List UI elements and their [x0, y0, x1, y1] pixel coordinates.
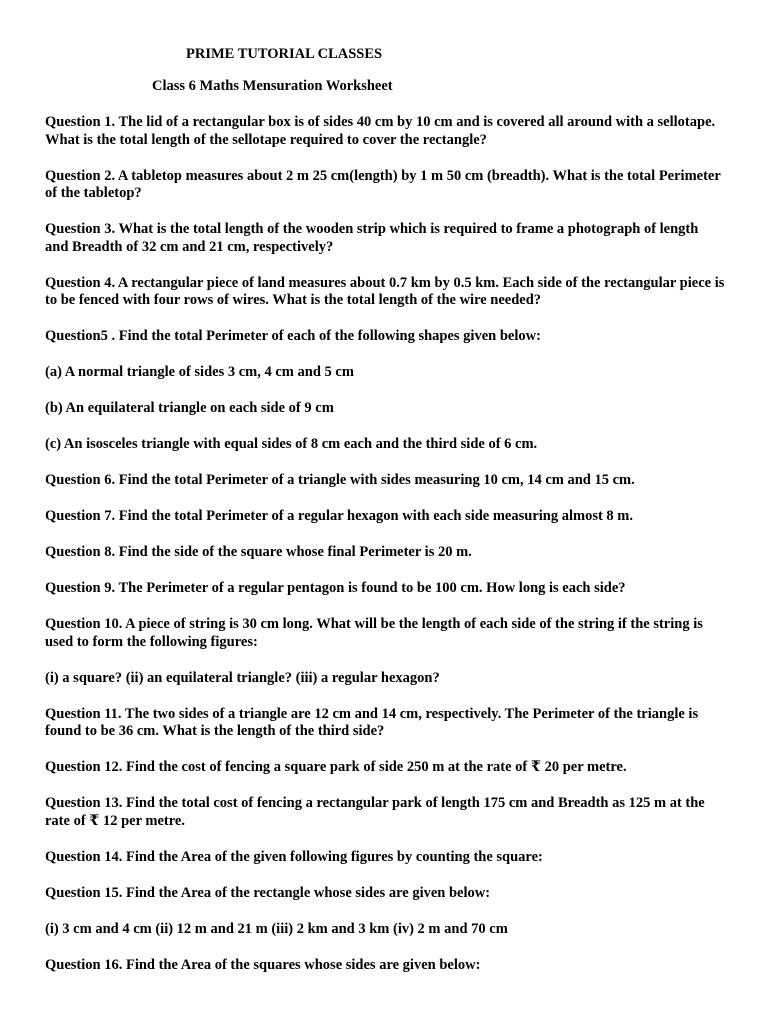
question-3: Question 3. What is the total length of the wooden strip which is required to frame a photograph of length and Breadth of 32 cm and 21 cm, respectively? — [45, 221, 699, 255]
question-list — [45, 114, 725, 993]
school-name: PRIME TUTORIAL CLASSES — [186, 46, 383, 62]
question-15-parts: (i) 3 cm and 4 cm (ii) 12 m and 21 m (iii) 2 km and 3 km (iv) 2 m and 70 cm — [45, 920, 508, 937]
question-2: Question 2. A tabletop measures about 2 m 25 cm(length) by 1 m 50 cm (breadth). What is the total Perimeter of the tabletop? — [45, 167, 721, 201]
question-13: Question 13. Find the total cost of fencing a rectangular park of length 175 cm and Breadth as 125 m at the rate of ₹ 12 per metre. — [45, 795, 705, 829]
question-7: Question 7. Find the total Perimeter of a regular hexagon with each side measuring almost 8 m. — [45, 508, 634, 524]
question-4: Question 4. A rectangular piece of land measures about 0.7 km by 0.5 km. Each side of the rectangular piece is to be fenced with four rows of wires. What is the total length of the wire needed? — [45, 274, 725, 308]
question-5: Question5 . Find the total Perimeter of each of the following shapes given below: — [45, 328, 541, 344]
question-11: Question 11. The two sides of a triangle are 12 cm and 14 cm, respectively. The Perimeter of the triangle is found to be 36 cm. What is the length of the third side? — [45, 705, 699, 739]
question-6: Question 6. Find the total Perimeter of a triangle with sides measuring 10 cm, 14 cm and 15 cm. — [45, 472, 635, 488]
question-16: Question 16. Find the Area of the squares whose sides are given below: — [45, 956, 481, 973]
question-10: Question 10. A piece of string is 30 cm long. What will be the length of each side of the string if the string is used to form the following figures: — [45, 616, 703, 650]
question-14: Question 14. Find the Area of the given following figures by counting the square: — [45, 848, 543, 865]
question-12: Question 12. Find the cost of fencing a square park of side 250 m at the rate of ₹ 20 per metre. — [45, 759, 627, 775]
question-15: Question 15. Find the Area of the rectangle whose sides are given below: — [45, 884, 491, 901]
question-5-part-b: (b) An equilateral triangle on each side of 9 cm — [45, 400, 334, 416]
question-9: Question 9. The Perimeter of a regular pentagon is found to be 100 cm. How long is each side? — [45, 580, 626, 596]
question-5-part-a: (a) A normal triangle of sides 3 cm, 4 cm and 5 cm — [45, 364, 354, 380]
question-8: Question 8. Find the side of the square whose final Perimeter is 20 m. — [45, 544, 472, 560]
question-5-part-c: (c) An isosceles triangle with equal sides of 8 cm each and the third side of 6 cm. — [45, 436, 538, 452]
question-10-parts: (i) a square? (ii) an equilateral triangle? (iii) a regular hexagon? — [45, 669, 440, 686]
question-1: Question 1. The lid of a rectangular box is of sides 40 cm by 10 cm and is covered all around with a sellotape. What is the total length of the sellotape required to cover the rectangle? — [45, 114, 716, 148]
worksheet-title: Class 6 Maths Mensuration Worksheet — [152, 78, 393, 94]
